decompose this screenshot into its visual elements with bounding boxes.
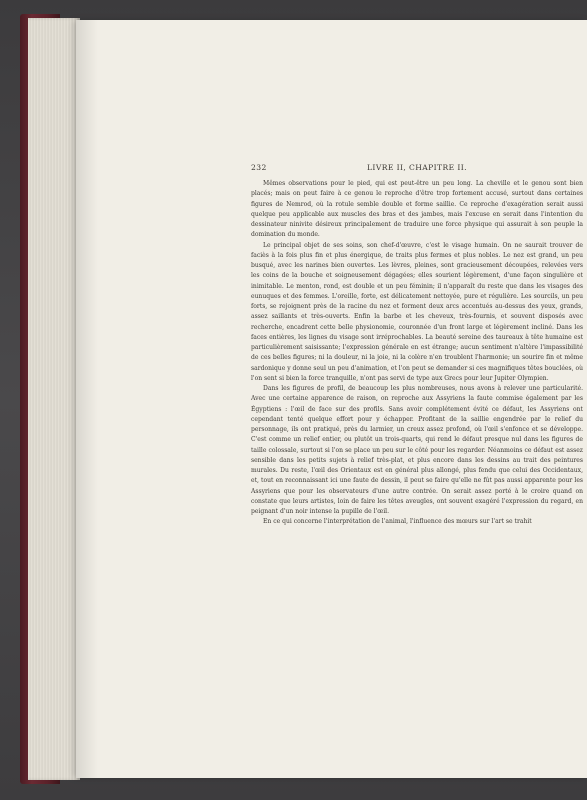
paragraph: Mêmes observations pour le pied, qui est peut-être un peu long. La cheville et le genou sont bien placés; mais on peut faire à ce genou le reproche d'être trop fortement accusé, surtout dans certaines figures de Nemrod, où la rotule semble double et forme saillie. Ce reproche d'exagération serait aussi quelque peu applicable aux muscles des bras et des jambes, mais l'excuse en serait dans l'intention du dessinateur ninivite désireux principalement de traduire une force physique qui assurait à son peuple la domination du monde. — [251, 180, 583, 239]
text-block — [251, 163, 583, 528]
page-stack-edge — [28, 18, 80, 780]
page-number: 232 — [251, 163, 267, 172]
paragraph: En ce qui concerne l'interprétation de l'animal, l'influence des mœurs sur l'art se trahit — [263, 518, 532, 526]
chapter-title: LIVRE II, CHAPITRE II. — [366, 163, 467, 172]
book-page — [76, 20, 587, 778]
paragraph: Le principal objet de ses soins, son chef-d'œuvre, c'est le visage humain. On ne saurait trouver de faciès à la fois plus fin et plus énergique, de traits plus fermes et plus nobles. Le nez est grand, un peu busqué, avec les narines bien ouvertes. Les lèvres, pleines, sont gracieusement découpées, relevées vers les coins de la bouche et soigneusement dégagées; elles sourient légèrement, d'une façon singulière et inimitable. Le menton, rond, est double et un peu féminin; il n'apparaît du reste que dans les visages des eunuques et des femmes. L'oreille, forte, est délicatement nettoyée, pure et régulière. Les sourcils, un peu forts, se rejoignent près de la racine du nez et forment deux arcs accentués au-dessus des yeux, grands, assez saillants et très-ouverts. Enfin la barbe et les cheveux, très-fournis, et souvent disposés avec recherche, encadrent cette belle physionomie, couronnée d'un front large et légèrement incliné. Dans les faces entières, les lignes du visage sont irréprochables. La beauté sereine des taureaux à tête humaine est particulièrement saisissante; l'expression générale en est étrange; aucun sentiment n'altère l'impassibilité de ces belles figures; ni la douleur, ni la joie, ni la colère n'en troublent l'harmonie; un sourire fin et même sardonique y donne seul un peu d'animation, et l'on peut se demander si ces magnifiques têtes bouclées, où l'on sent si bien la force tranquille, n'ont pas servi de type aux Grecs pour leur Jupiter Olympien. — [251, 241, 583, 382]
paragraph: Dans les figures de profil, de beaucoup les plus nombreuses, nous avons à relever une particularité. Avec une certaine apparence de raison, on reproche aux Assyriens la faute commise également par les Égyptiens : l'œil de face sur des profils. Sans avoir complétement évité ce défaut, les Assyriens ont cependant tenté quelque effort pour y échapper. Profitant de la saillie engendrée par le relief du personnage, ils ont pratiqué, près du larmier, un creux assez profond, où l'œil s'enfonce et se développe. C'est comme un relief entier, ou plutôt un trois-quarts, qui rend le défaut presque nul dans les figures de taille colossale, surtout si l'on se place un peu sur le côté pour les regarder. Néanmoins ce défaut est assez sensible dans les petits sujets à relief très-plat, et plus encore dans les dessins au trait des peintures murales. Du reste, l'œil des Orientaux est en général plus allongé, plus fendu que celui des Occidentaux, et, tout en reconnaissant ici une faute de dessin, il peut se faire qu'elle ne fût pas aussi apparente pour les Assyriens que pour les observateurs d'une autre contrée. On serait assez porté à le croire quand on constate que leurs artistes, loin de faire les têtes aveugles, ont souvent exagéré l'expression du regard, en peignant d'un noir intense la pupille de l'œil. — [251, 385, 583, 515]
running-head — [251, 163, 583, 176]
